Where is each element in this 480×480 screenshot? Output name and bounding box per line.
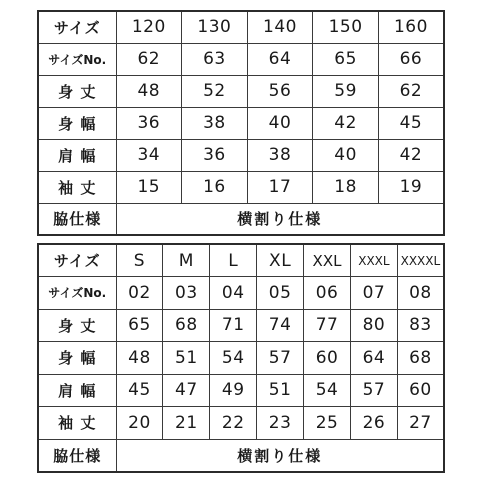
table-cell: 42 <box>313 107 379 139</box>
row-label: 袖 丈 <box>38 171 116 203</box>
table-cell: 40 <box>247 107 313 139</box>
size-header-label: サイズ <box>38 11 116 43</box>
table-cell: 52 <box>182 75 248 107</box>
table-cell: 80 <box>350 309 397 342</box>
table-cell: 65 <box>313 43 379 75</box>
table-cell: 16 <box>182 171 248 203</box>
table-cell: 68 <box>163 309 210 342</box>
size-header-cell: S <box>116 244 163 277</box>
table-cell: 65 <box>116 309 163 342</box>
table-cell: 51 <box>257 374 304 407</box>
table-cell: 48 <box>116 342 163 375</box>
table-cell: 36 <box>116 107 182 139</box>
row-label: 脇仕様 <box>38 439 116 472</box>
body-width-row <box>38 342 444 375</box>
table-cell: 64 <box>247 43 313 75</box>
size-number-row <box>38 43 444 75</box>
table-cell: 02 <box>116 277 163 310</box>
size-header-cell: 140 <box>247 11 313 43</box>
table-cell: 40 <box>313 139 379 171</box>
table-cell: 49 <box>210 374 257 407</box>
table-cell: 38 <box>182 107 248 139</box>
table-cell: 64 <box>350 342 397 375</box>
adult-size-table <box>37 243 445 473</box>
table-cell: 26 <box>350 407 397 440</box>
size-header-cell: XXXXL <box>397 244 444 277</box>
table-cell: 77 <box>304 309 351 342</box>
size-header-cell: 160 <box>378 11 444 43</box>
table-cell: 42 <box>378 139 444 171</box>
table-cell: 56 <box>247 75 313 107</box>
table-cell: 62 <box>378 75 444 107</box>
row-label: サイズNo. <box>38 277 116 310</box>
row-label: 身 幅 <box>38 342 116 375</box>
row-label: サイズNo. <box>38 43 116 75</box>
table-cell: 23 <box>257 407 304 440</box>
size-header-cell: XL <box>257 244 304 277</box>
table-cell: 51 <box>163 342 210 375</box>
row-label: 袖 丈 <box>38 407 116 440</box>
sleeve-length-row <box>38 171 444 203</box>
row-label: 身 丈 <box>38 75 116 107</box>
table-cell: 63 <box>182 43 248 75</box>
table-cell: 27 <box>397 407 444 440</box>
side-spec-row <box>38 439 444 472</box>
row-label: 肩 幅 <box>38 139 116 171</box>
side-spec-value: 横割り仕様 <box>116 439 444 472</box>
table-cell: 18 <box>313 171 379 203</box>
row-label: 身 幅 <box>38 107 116 139</box>
body-length-row <box>38 309 444 342</box>
table-cell: 04 <box>210 277 257 310</box>
table-cell: 60 <box>397 374 444 407</box>
sleeve-length-row <box>38 407 444 440</box>
header-row <box>38 11 444 43</box>
table-cell: 57 <box>257 342 304 375</box>
table-cell: 22 <box>210 407 257 440</box>
size-header-cell: 130 <box>182 11 248 43</box>
table-cell: 68 <box>397 342 444 375</box>
side-spec-row <box>38 203 444 235</box>
table-cell: 45 <box>116 374 163 407</box>
shoulder-width-row <box>38 139 444 171</box>
table-cell: 25 <box>304 407 351 440</box>
size-header-cell: 120 <box>116 11 182 43</box>
table-cell: 21 <box>163 407 210 440</box>
table-cell: 83 <box>397 309 444 342</box>
row-label: 肩 幅 <box>38 374 116 407</box>
table-cell: 47 <box>163 374 210 407</box>
table-cell: 08 <box>397 277 444 310</box>
table-cell: 71 <box>210 309 257 342</box>
kids-size-table <box>37 10 445 236</box>
row-label: 脇仕様 <box>38 203 116 235</box>
size-number-row <box>38 277 444 310</box>
table-cell: 54 <box>304 374 351 407</box>
table-cell: 34 <box>116 139 182 171</box>
table-cell: 74 <box>257 309 304 342</box>
side-spec-value: 横割り仕様 <box>116 203 444 235</box>
row-label: 身 丈 <box>38 309 116 342</box>
table-cell: 48 <box>116 75 182 107</box>
size-header-cell: L <box>210 244 257 277</box>
table-cell: 45 <box>378 107 444 139</box>
table-cell: 03 <box>163 277 210 310</box>
body-width-row <box>38 107 444 139</box>
size-header-cell: M <box>163 244 210 277</box>
body-length-row <box>38 75 444 107</box>
size-header-cell: XXXL <box>350 244 397 277</box>
table-cell: 54 <box>210 342 257 375</box>
table-cell: 07 <box>350 277 397 310</box>
table-cell: 15 <box>116 171 182 203</box>
size-header-cell: 150 <box>313 11 379 43</box>
table-cell: 59 <box>313 75 379 107</box>
table-cell: 36 <box>182 139 248 171</box>
table-cell: 57 <box>350 374 397 407</box>
table-cell: 66 <box>378 43 444 75</box>
size-header-cell: XXL <box>304 244 351 277</box>
size-header-label: サイズ <box>38 244 116 277</box>
table-cell: 19 <box>378 171 444 203</box>
shoulder-width-row <box>38 374 444 407</box>
table-cell: 05 <box>257 277 304 310</box>
table-cell: 20 <box>116 407 163 440</box>
table-cell: 62 <box>116 43 182 75</box>
table-cell: 17 <box>247 171 313 203</box>
header-row <box>38 244 444 277</box>
table-cell: 60 <box>304 342 351 375</box>
table-cell: 06 <box>304 277 351 310</box>
table-cell: 38 <box>247 139 313 171</box>
